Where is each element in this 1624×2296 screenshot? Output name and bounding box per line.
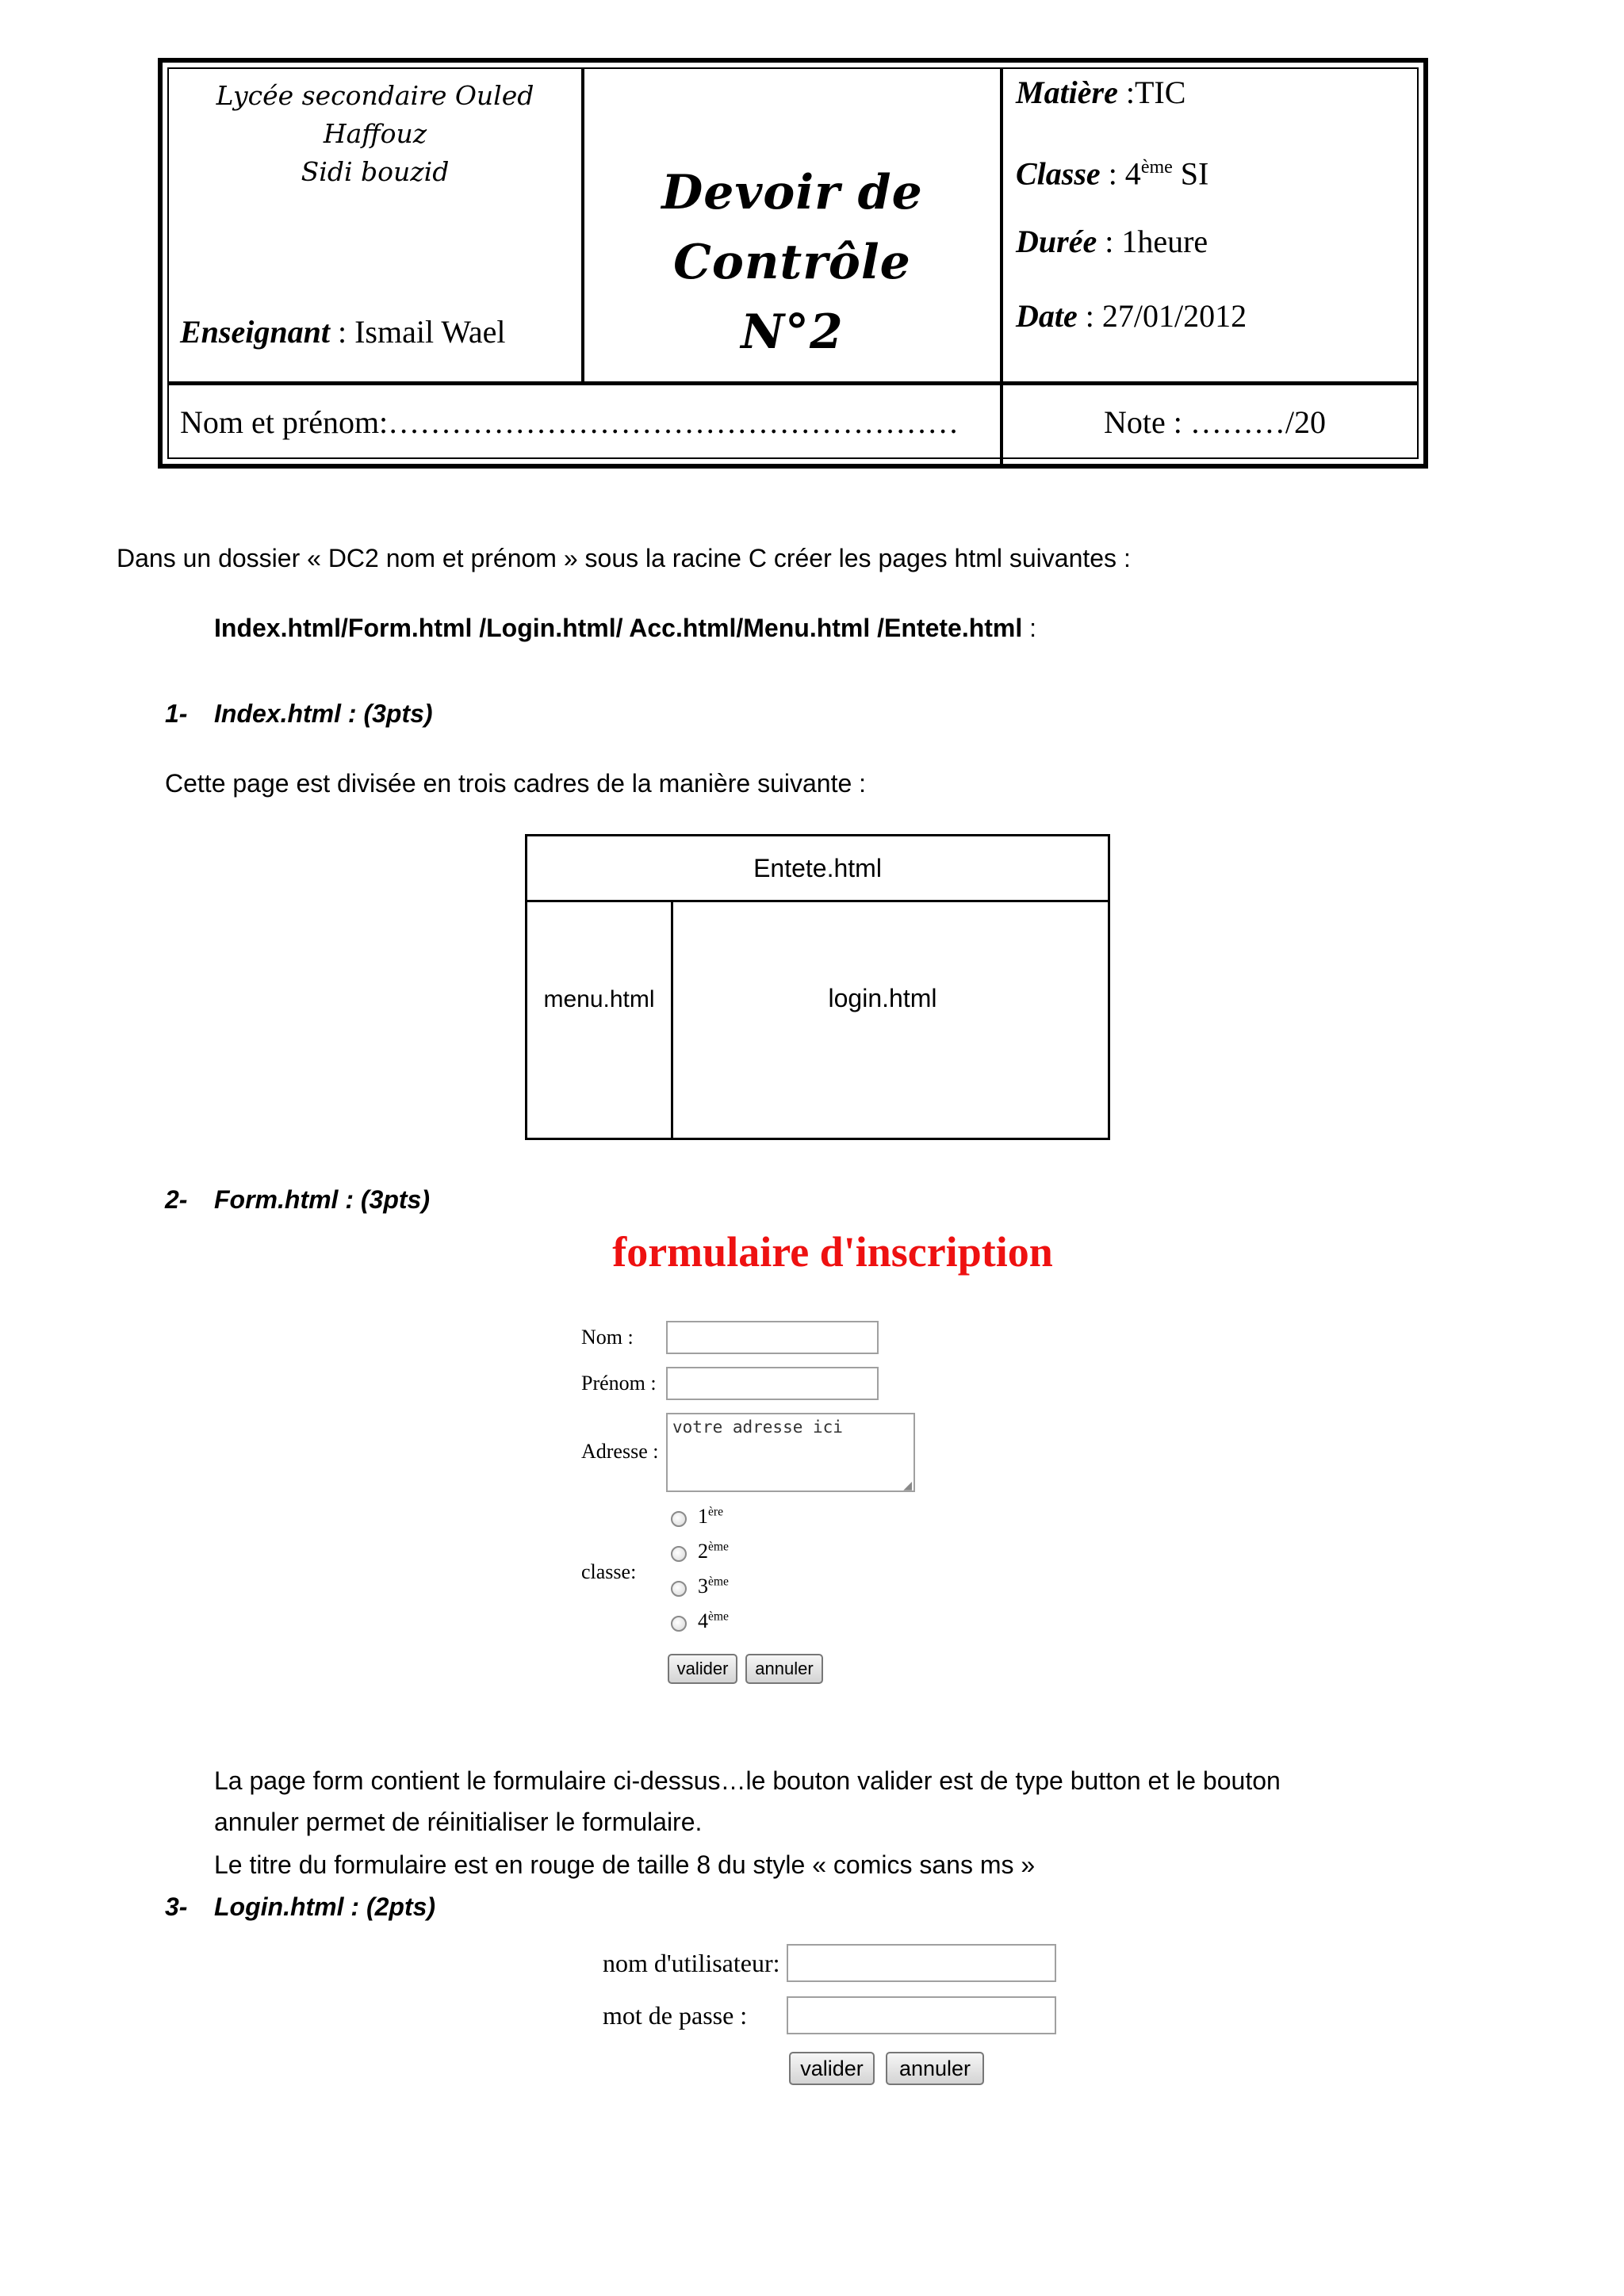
duration-value: : 1heure bbox=[1097, 224, 1208, 259]
teacher-name: : Ismail Wael bbox=[329, 314, 506, 350]
radio-label-3eme bbox=[698, 1575, 729, 1598]
duration-label: Durée bbox=[1016, 224, 1097, 259]
radio-2eme[interactable] bbox=[671, 1546, 687, 1562]
exam-title bbox=[584, 158, 1000, 367]
teacher-label: Enseignant bbox=[180, 314, 330, 350]
label-nom: Nom : bbox=[581, 1326, 634, 1349]
subject-value: :TIC bbox=[1117, 75, 1186, 110]
label-classe: classe: bbox=[581, 1560, 637, 1583]
section2-heading: Form.html : (3pts) bbox=[214, 1185, 430, 1214]
radio-label-3eme-num: 3 bbox=[698, 1575, 708, 1598]
form-annuler-button[interactable]: annuler bbox=[745, 1654, 823, 1684]
file-list bbox=[214, 612, 1036, 644]
date-label: Date bbox=[1016, 298, 1078, 334]
radio-label-4eme-num: 4 bbox=[698, 1609, 708, 1632]
student-name-field: Nom et prénom:……………………………………………… bbox=[180, 404, 959, 440]
class-value-sup: ème bbox=[1140, 157, 1173, 178]
adresse-textarea[interactable] bbox=[666, 1413, 915, 1492]
radio-label-3eme-sup: ème bbox=[708, 1575, 729, 1589]
radio-label-2eme-num: 2 bbox=[698, 1540, 708, 1563]
section3-heading: Login.html : (2pts) bbox=[214, 1892, 436, 1921]
diagram-h-divider bbox=[527, 900, 1108, 902]
label-adresse: Adresse : bbox=[581, 1440, 659, 1463]
file-list-names: Index.html/Form.html /Login.html/ Acc.html/Menu.html /Entete.html bbox=[214, 614, 1023, 642]
date-value: : 27/01/2012 bbox=[1077, 298, 1247, 334]
class-value-post: SI bbox=[1172, 155, 1209, 192]
file-list-suffix: : bbox=[1022, 614, 1037, 642]
label-password: mot de passe : bbox=[603, 2001, 748, 2030]
class-label: Classe bbox=[1016, 155, 1101, 192]
label-username: nom d'utilisateur: bbox=[603, 1949, 780, 1977]
form-title: formulaire d'inscription bbox=[612, 1228, 1053, 1276]
grade-field: Note : ………/20 bbox=[1104, 404, 1326, 440]
school-line1: Lycée secondaire Ouled bbox=[216, 80, 534, 111]
section3-number: 3- bbox=[165, 1892, 188, 1921]
radio-label-2eme-sup: ème bbox=[708, 1540, 729, 1554]
frame-top-label: Entete.html bbox=[753, 854, 882, 882]
exam-title-line1: Devoir de Contrôle bbox=[661, 165, 923, 290]
subject-label: Matière bbox=[1016, 75, 1118, 110]
exam-header bbox=[158, 58, 1428, 469]
prenom-input[interactable] bbox=[666, 1367, 879, 1400]
school-name bbox=[169, 77, 581, 191]
exam-title-line2: N°2 bbox=[741, 304, 844, 360]
subject bbox=[1016, 74, 1185, 112]
form-valider-button[interactable]: valider bbox=[668, 1654, 737, 1684]
school-line2: Haffouz bbox=[323, 118, 427, 149]
section1-number: 1- bbox=[165, 699, 188, 728]
date bbox=[1016, 297, 1247, 335]
frames-diagram bbox=[525, 834, 1110, 1140]
school-line3: Sidi bouzid bbox=[301, 156, 450, 187]
resize-handle-icon[interactable]: ◢ bbox=[903, 1479, 912, 1491]
frame-left-label: menu.html bbox=[543, 986, 655, 1012]
radio-3eme[interactable] bbox=[671, 1581, 687, 1597]
radio-label-1ere bbox=[698, 1505, 723, 1529]
radio-label-4eme bbox=[698, 1609, 729, 1633]
class bbox=[1016, 148, 1208, 193]
label-prenom: Prénom : bbox=[581, 1372, 657, 1395]
intro-text: Dans un dossier « DC2 nom et prénom » sous la racine C créer les pages html suivantes : bbox=[117, 544, 1131, 572]
form-desc-line2: annuler permet de réinitialiser le formulaire. bbox=[214, 1808, 703, 1836]
form-desc-line1: La page form contient le formulaire ci-dessus…le bouton valider est de type button et le bouton bbox=[214, 1766, 1281, 1795]
login-annuler-button[interactable]: annuler bbox=[886, 2052, 984, 2085]
password-input[interactable] bbox=[787, 1996, 1056, 2034]
frame-right-label: login.html bbox=[828, 984, 937, 1012]
username-input[interactable] bbox=[787, 1944, 1056, 1982]
radio-label-4eme-sup: ème bbox=[708, 1609, 729, 1624]
diagram-v-divider bbox=[671, 900, 673, 1138]
section2-number: 2- bbox=[165, 1185, 188, 1214]
radio-1ere[interactable] bbox=[671, 1511, 687, 1527]
radio-label-1ere-sup: ère bbox=[708, 1505, 724, 1519]
teacher bbox=[180, 313, 576, 351]
adresse-placeholder: votre adresse ici bbox=[672, 1418, 843, 1437]
radio-label-1ere-num: 1 bbox=[698, 1505, 708, 1528]
class-value: : 4 bbox=[1100, 155, 1141, 192]
nom-input[interactable] bbox=[666, 1321, 879, 1354]
header-inner-border bbox=[167, 67, 1419, 459]
radio-label-2eme bbox=[698, 1540, 729, 1563]
login-valider-button[interactable]: valider bbox=[789, 2052, 875, 2085]
divider-h bbox=[169, 381, 1417, 385]
duration bbox=[1016, 223, 1208, 261]
section1-text: Cette page est divisée en trois cadres de la manière suivante : bbox=[165, 769, 867, 798]
radio-4eme[interactable] bbox=[671, 1616, 687, 1632]
section1-heading: Index.html : (3pts) bbox=[214, 699, 433, 728]
form-desc-line3: Le titre du formulaire est en rouge de taille 8 du style « comics sans ms » bbox=[214, 1850, 1036, 1879]
